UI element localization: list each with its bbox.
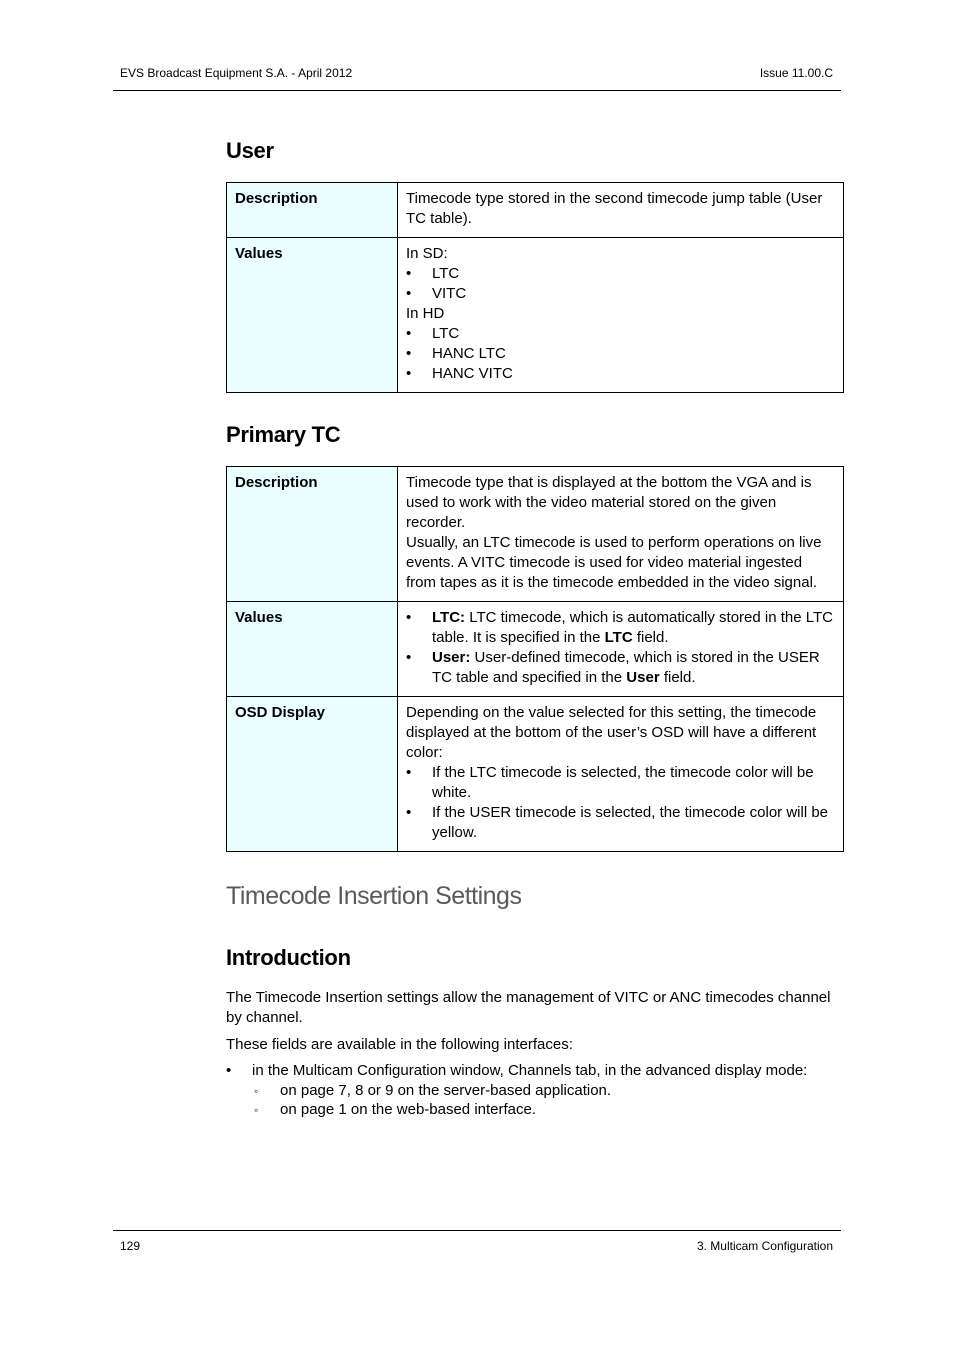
sub-list-item: ◦ on page 7, 8 or 9 on the server-based application. xyxy=(254,1081,860,1101)
header-publisher: EVS Broadcast Equipment S.A. - April 2012 xyxy=(120,66,353,80)
item-field: User xyxy=(626,669,660,686)
item-term: User: xyxy=(432,649,471,666)
item-text: LTC timecode, which is automatically stored in the LTC table. It is specified in the xyxy=(432,609,833,646)
section-title-introduction: Introduction xyxy=(226,945,351,970)
interfaces-paragraph: These fields are available in the following interfaces: xyxy=(226,1036,573,1053)
section-title-user: User xyxy=(226,138,274,163)
primary-tc-parameter-table xyxy=(226,466,844,852)
table-row xyxy=(227,697,844,852)
chapter-heading: Timecode Insertion Settings xyxy=(226,882,522,910)
list-item: • LTC xyxy=(406,324,835,344)
page-header xyxy=(113,66,841,91)
item-field: LTC xyxy=(604,629,633,646)
chapter-name: 3. Multicam Configuration xyxy=(696,1239,833,1253)
row-value xyxy=(398,467,844,602)
page-number: 129 xyxy=(120,1239,141,1253)
list-item: • HANC LTC xyxy=(406,344,835,364)
hd-label: In HD xyxy=(406,305,445,322)
row-label: Values xyxy=(227,602,398,697)
list-item: • If the USER timecode is selected, the timecode color will be yellow. xyxy=(406,803,835,843)
description-line: Usually, an LTC timecode is used to perform operations on live events. A VITC timecode is used for video material ingested from tapes as it is the timecode embedded in the video signal. xyxy=(406,534,822,591)
row-label: Description xyxy=(227,183,398,238)
item-tail: field. xyxy=(632,629,669,646)
intro-paragraph: The Timecode Insertion settings allow the management of VITC or ANC timecodes channel by channel. xyxy=(226,989,831,1026)
item-text: User-defined timecode, which is stored in the USER TC table and specified in the xyxy=(432,649,820,686)
row-label: Values xyxy=(227,238,398,393)
header-issue: Issue 11.00.C xyxy=(759,66,833,80)
table-row xyxy=(227,238,844,393)
osd-intro: Depending on the value selected for this setting, the timecode displayed at the bottom of the user’s OSD will have a different color: xyxy=(406,704,817,761)
row-label: Description xyxy=(227,467,398,602)
section-title-primary-tc: Primary TC xyxy=(226,422,341,447)
list-item xyxy=(406,608,835,648)
sub-list-item: ◦ on page 1 on the web-based interface. xyxy=(254,1100,860,1120)
sd-label: In SD: xyxy=(406,245,448,262)
table-row xyxy=(227,183,844,238)
list-item: • LTC xyxy=(406,264,835,284)
list-item: • in the Multicam Configuration window, Channels tab, in the advanced display mode: xyxy=(226,1061,862,1081)
row-value xyxy=(398,697,844,852)
table-row xyxy=(227,467,844,602)
list-item: • HANC VITC xyxy=(406,364,835,384)
row-value xyxy=(398,238,844,393)
description-line: Timecode type that is displayed at the bottom the VGA and is used to work with the video material stored on the given recorder. xyxy=(406,474,812,531)
row-value: Timecode type stored in the second timecode jump table (User TC table). xyxy=(398,183,844,238)
user-parameter-table xyxy=(226,182,844,393)
item-term: LTC: xyxy=(432,609,466,626)
list-item: • VITC xyxy=(406,284,835,304)
list-item: • If the LTC timecode is selected, the timecode color will be white. xyxy=(406,763,835,803)
list-item xyxy=(406,648,835,688)
row-value xyxy=(398,602,844,697)
row-label: OSD Display xyxy=(227,697,398,852)
item-tail: field. xyxy=(659,669,696,686)
table-row xyxy=(227,602,844,697)
page-footer xyxy=(113,1230,841,1253)
